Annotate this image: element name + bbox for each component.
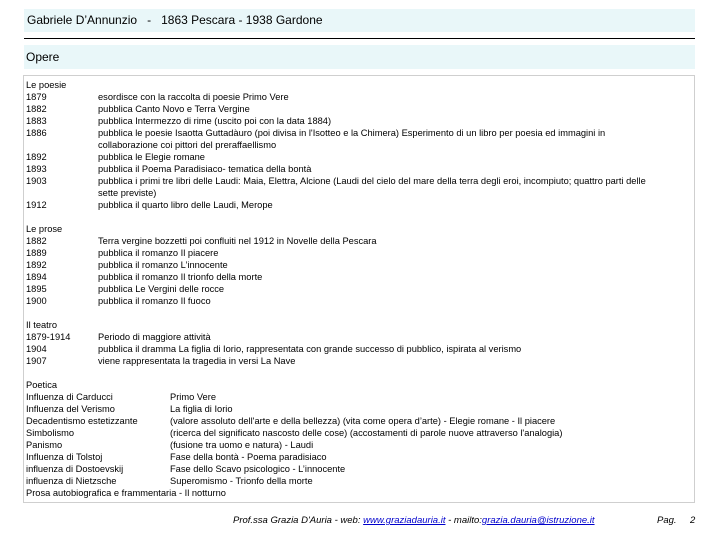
poetica-work: La figlia di Iorio — [170, 404, 233, 414]
page-label: Pag. — [657, 515, 677, 526]
poetica-work: Primo Vere — [170, 392, 216, 402]
teatro-year: 1879-1914 — [26, 332, 71, 342]
prose-year: 1889 — [26, 248, 47, 258]
mail-link[interactable]: grazia.dauria@istruzione.it — [481, 515, 595, 526]
author-name: Gabriele D’Annunzio — [27, 13, 138, 27]
poetica-influence: Panismo — [26, 440, 63, 450]
footer-author: Prof.ssa Grazia D'Auria - web: — [233, 515, 361, 526]
poetica-influence: Prosa autobiografica e frammentaria - Il notturno — [26, 488, 226, 498]
poetica-work: Superomismo - Trionfo della morte — [170, 476, 313, 486]
footer-mail-prefix: - mailto: — [445, 515, 482, 526]
prose-year: 1895 — [26, 284, 47, 294]
poetica-influence: Influenza di Carducci — [26, 392, 113, 402]
page-title — [27, 13, 323, 27]
poesie-entry: pubblica Intermezzo di rime (uscito poi con la data 1884) — [98, 116, 332, 126]
web-link[interactable]: www.graziadauria.it — [363, 515, 446, 526]
title-divider — [24, 38, 695, 39]
prose-entry: pubblica il romanzo L’innocente — [98, 260, 228, 270]
poesie-entry: pubblica le poesie Isaotta Guttadàuro (poi divisa in l'Isotteo e la Chimera) Esperimento di un libro per poesia ed immagini in — [98, 128, 606, 138]
poetica-work: (ricerca del significato nascosto delle cose) (accostamenti di parole nuove attraverso l'analogia) — [170, 428, 563, 438]
prose-year: 1882 — [26, 236, 47, 246]
poesie-year: 1893 — [26, 164, 47, 174]
prose-entry: pubblica il romanzo Il piacere — [98, 248, 219, 258]
poesie-entry: pubblica i primi tre libri delle Laudi: Maia, Elettra, Alcione (Laudi del cielo del mare della terra degli eroi, incompiuto; quattro parti delle — [98, 176, 646, 186]
poesie-year: 1886 — [26, 128, 47, 138]
prose-entry: pubblica Le Vergini delle rocce — [98, 284, 225, 294]
prose-entry: pubblica il romanzo Il trionfo della morte — [98, 272, 263, 282]
poesie-year: 1883 — [26, 116, 47, 126]
footer — [0, 515, 720, 529]
poetica-work: (valore assoluto dell'arte e della bellezza) (vita come opera d’arte) - Elegie romane - Il piacere — [170, 416, 556, 426]
prose-heading: Le prose — [26, 224, 63, 234]
teatro-year: 1904 — [26, 344, 47, 354]
prose-year: 1892 — [26, 260, 47, 270]
content-box — [23, 75, 695, 503]
page-number: 2 — [690, 515, 696, 526]
poesie-entry: sette previste) — [98, 188, 157, 198]
poesie-year: 1892 — [26, 152, 47, 162]
poesie-year: 1912 — [26, 200, 47, 210]
poesie-entry: collaborazione coi pittori del preraffaellismo — [98, 140, 277, 150]
poetica-influence: Influenza di Tolstoj — [26, 452, 103, 462]
poesie-entry: pubblica il quarto libro delle Laudi, Merope — [98, 200, 273, 210]
poetica-influence: influenza di Dostoevskij — [26, 464, 124, 474]
teatro-entry: viene rappresentata la tragedia in versi La Nave — [98, 356, 296, 366]
section-bar — [24, 45, 695, 69]
poetica-influence: Decadentismo estetizzante — [26, 416, 138, 426]
prose-entry: pubblica il romanzo Il fuoco — [98, 296, 211, 306]
teatro-entry: pubblica il dramma La figlia di Iorio, rappresentata con grande successo di pubblico, ispirata al verismo — [98, 344, 522, 354]
poesie-heading: Le poesie — [26, 80, 67, 90]
teatro-entry: Periodo di maggiore attività — [98, 332, 211, 342]
title-bar — [24, 9, 695, 32]
prose-entry: Terra vergine bozzetti poi confluiti nel 1912 in Novelle della Pescara — [98, 236, 377, 246]
poesie-year: 1882 — [26, 104, 47, 114]
poesie-entry: pubblica le Elegie romane — [98, 152, 205, 162]
poetica-heading: Poetica — [26, 380, 58, 390]
prose-year: 1900 — [26, 296, 47, 306]
poetica-work: Fase della bontà - Poema paradisiaco — [170, 452, 327, 462]
poetica-influence: influenza di Nietzsche — [26, 476, 117, 486]
teatro-heading: Il teatro — [26, 320, 58, 330]
poesie-year: 1903 — [26, 176, 47, 186]
poesie-year: 1879 — [26, 92, 47, 102]
poesie-entry: esordisce con la raccolta di poesie Primo Vere — [98, 92, 289, 102]
prose-year: 1894 — [26, 272, 47, 282]
poetica-work: (fusione tra uomo e natura) - Laudi — [170, 440, 314, 450]
teatro-year: 1907 — [26, 356, 47, 366]
poetica-influence: Influenza del Verismo — [26, 404, 115, 414]
poetica-influence: Simbolismo — [26, 428, 75, 438]
section-title: Opere — [26, 50, 60, 64]
poesie-entry: pubblica Canto Novo e Terra Vergine — [98, 104, 250, 114]
poetica-work: Fase dello Scavo psicologico - L’innocente — [170, 464, 346, 474]
poesie-entry: pubblica il Poema Paradisiaco- tematica della bontà — [98, 164, 312, 174]
footer-credits — [233, 515, 595, 526]
author-dates: 1863 Pescara - 1938 Gardone — [161, 13, 323, 27]
title-separator: - — [147, 13, 152, 27]
